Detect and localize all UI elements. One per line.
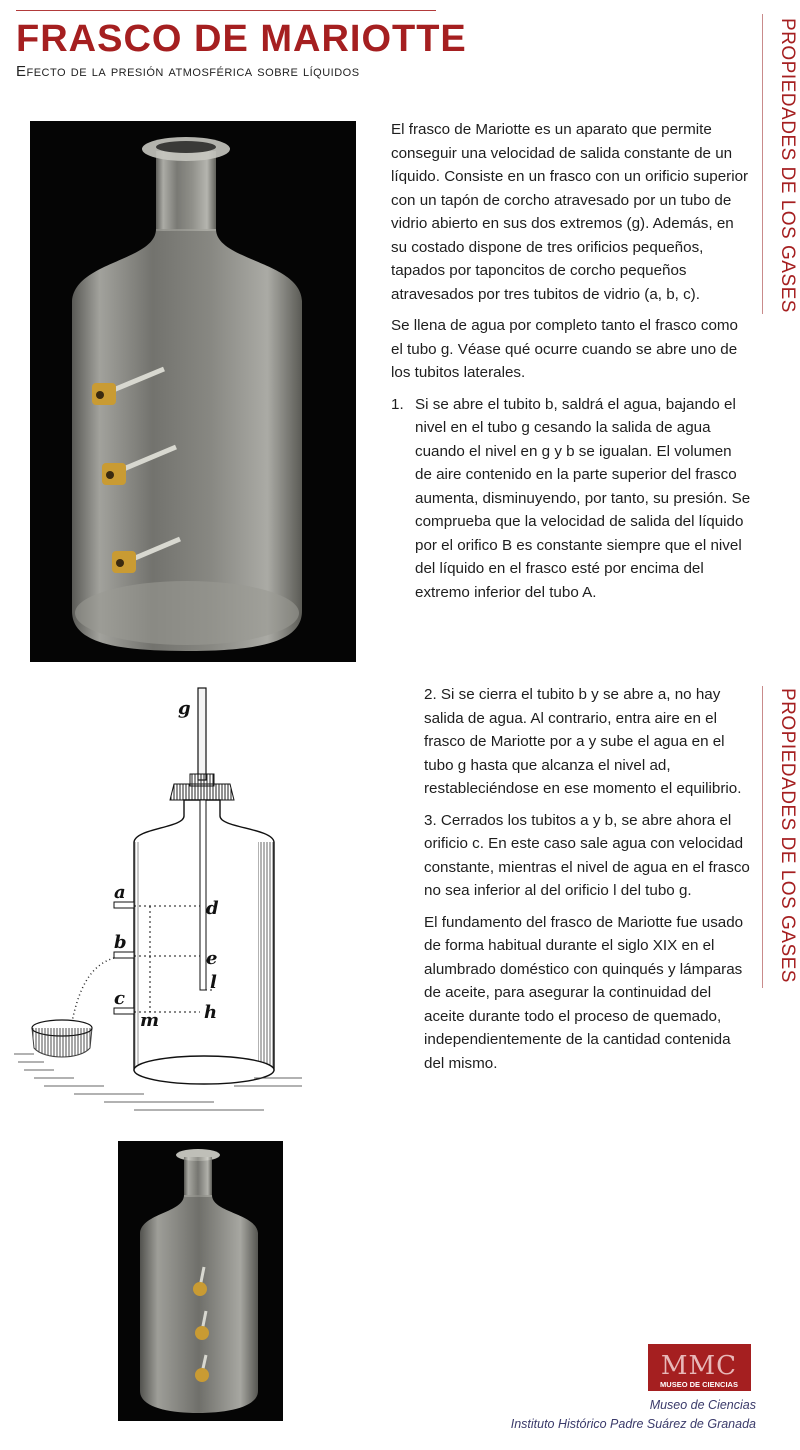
side-divider-2 [762, 686, 763, 988]
label-b: b [114, 932, 127, 953]
museum-logo-mark [648, 1344, 751, 1391]
header-rule [16, 10, 436, 11]
museum-logo [648, 1344, 751, 1391]
intro-paragraph-2: Se llena de agua por completo tanto el frasco como el tubo g. Véase qué ocurre cuando se abre uno de los tubitos laterales. [391, 317, 738, 381]
label-l: l [210, 972, 217, 993]
bottle-photo-small [118, 1141, 283, 1421]
footer-line-1: Museo de Ciencias [649, 1398, 756, 1412]
logo-mark-text: MMC [660, 1351, 738, 1381]
second-paragraph-2: 3. Cerrados los tubitos a y b, se abre ahora el orificio c. En este caso sale agua con velocidad constante, mientras el nivel de agua en el frasco no sea inferior al del orificio l del tubo g. [424, 811, 750, 899]
second-paragraph-1: 2. Si se cierra el tubito b y se abre a, no hay salida de agua. Al contrario, entra aire en el frasco de Mariotte por a y sube el agua en el tubo g hasta que alcanza el nivel ad, restableciéndose en ese momento el equilibrio. [424, 686, 742, 797]
label-c: c [114, 988, 125, 1009]
mariotte-diagram-svg [14, 682, 304, 1122]
bottle-photo-large [30, 121, 356, 662]
list-item-text: Si se abre el tubito b, saldrá el agua, bajando el nivel en el tubo g cesando la salida de agua cuando el nivel en g y b se igualan. El volumen de aire contenido en la parte superior del frasco aumenta, disminuyendo, por tanto, su presión. Se comprueba que la velocidad de salida del líquido por el orifico B es constante siempre que el nivel del líquido en el frasco esté por encima del extremo inferior del tubo A. [415, 395, 751, 601]
footer-credits [511, 1396, 756, 1434]
list-item-number: 1. [391, 395, 404, 413]
page-subtitle: Efecto de la presión atmosférica sobre líquidos [16, 63, 360, 80]
label-d: d [206, 898, 219, 919]
intro-paragraph-1: El frasco de Mariotte es un aparato que permite conseguir una velocidad de salida constante de un líquido. Consiste en un frasco con un orificio superior con un tapón de corcho atravesado por un tubo de vidrio abierto en sus dos extremos (g). Además, en su costado dispone de tres orificios pequeños, tapados por taponcitos de corcho pequeños atravesados por tres tubitos de vidrio (a, b, c). [391, 121, 749, 303]
logo-text: MUSEO DE CIENCIAS [660, 1380, 738, 1389]
label-a: a [114, 882, 126, 903]
side-label-top: PROPIEDADES DE LOS GASES [777, 18, 798, 313]
second-text [424, 683, 754, 1083]
intro-text [391, 118, 751, 612]
label-m: m [140, 1010, 160, 1031]
side-label-bottom: PROPIEDADES DE LOS GASES [777, 688, 798, 983]
second-paragraph-3: El fundamento del frasco de Mariotte fue usado de forma habitual durante el siglo XIX en el alumbrado doméstico con quinqués y lámparas de aceite, para asegurar la continuidad del aceite durante todo el proceso de quemado, independientemente de la cantidad contenida del mismo. [424, 913, 744, 1072]
footer-line-2: Instituto Histórico Padre Suárez de Granada [510, 1417, 756, 1431]
label-g: g [178, 698, 191, 719]
side-divider-1 [762, 14, 763, 314]
list-item [391, 393, 751, 605]
label-e: e [206, 948, 218, 969]
bottle-photo-small-illustration [118, 1141, 283, 1421]
mariotte-diagram [14, 682, 304, 1122]
page-title: FRASCO DE MARIOTTE [16, 18, 467, 60]
label-h: h [204, 1002, 218, 1023]
bottle-photo-large-illustration [30, 121, 356, 662]
